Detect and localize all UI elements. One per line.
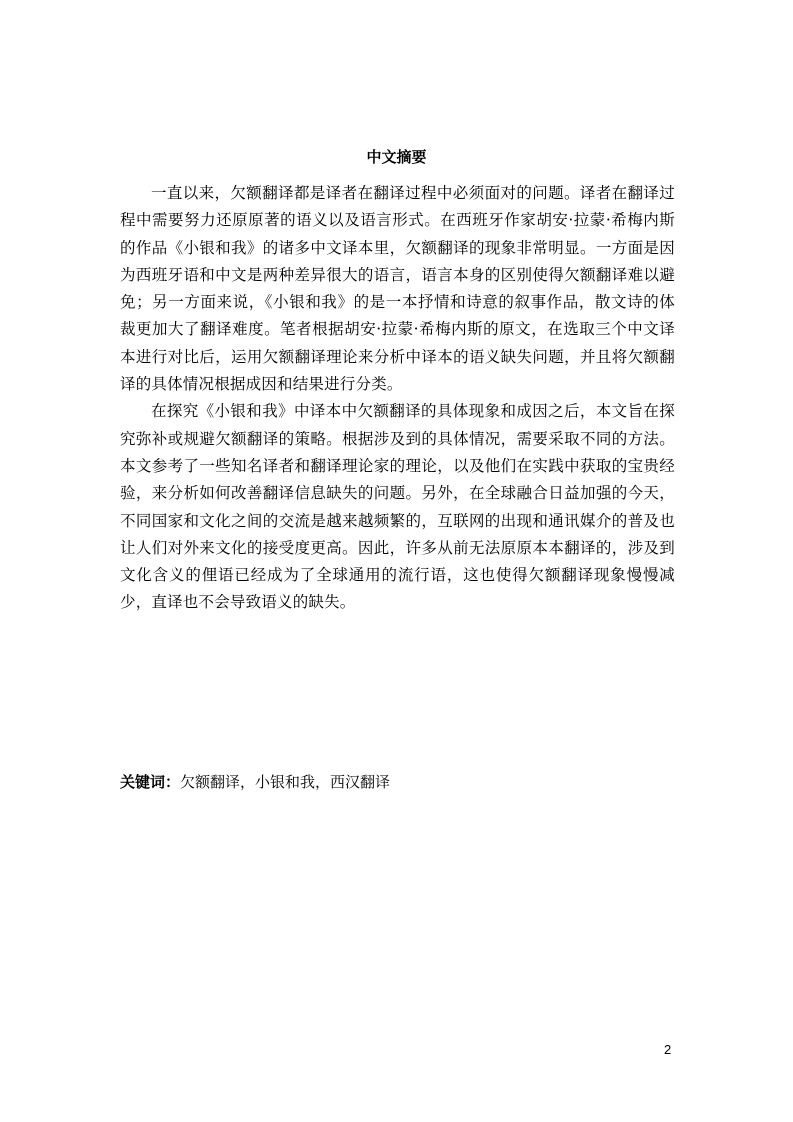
keywords-value: 欠额翻译，小银和我，西汉翻译 [180, 773, 391, 791]
abstract-body [120, 180, 675, 617]
abstract-paragraph-2: 在探究《小银和我》中译本中欠额翻译的具体现象和成因之后，本文旨在探究弥补或规避欠额翻译的策略。根据涉及到的具体情况，需要采取不同的方法。本文参考了一些知名译者和翻译理论家的理论，以及他们在实践中获取的宝贵经验，来分析如何改善翻译信息缺失的问题。另外，在全球融合日益加强的今天，不同国家和文化之间的交流是越来越频繁的，互联网的出现和通讯媒介的普及也让人们对外来文化的接受度更高。因此，许多从前无法原原本本翻译的，涉及到文化含义的俚语已经成为了全球通用的流行语，这也使得欠额翻译现象慢慢减少，直译也不会导致语义的缺失。 [120, 402, 675, 612]
abstract-title: 中文摘要 [366, 148, 427, 166]
page-number: 2 [664, 1042, 672, 1057]
abstract-paragraph-1: 一直以来，欠额翻译都是译者在翻译过程中必须面对的问题。译者在翻译过程中需要努力还原原著的语义以及语言形式。在西班牙作家胡安·拉蒙·希梅内斯的作品《小银和我》的诸多中文译本里，欠额翻译的现象非常明显。一方面是因为西班牙语和中文是两种差异很大的语言，语言本身的区别使得欠额翻译难以避免；另一方面来说，《小银和我》的是一本抒情和诗意的叙事作品，散文诗的体裁更加大了翻译难度。笔者根据胡安·拉蒙·希梅内斯的原文，在选取三个中文译本进行对比后，运用欠额翻译理论来分析中译本的语义缺失问题，并且将欠额翻译的具体情况根据成因和结果进行分类。 [120, 184, 675, 394]
keywords-line [120, 772, 390, 792]
keywords-label: 关键词： [120, 773, 181, 791]
